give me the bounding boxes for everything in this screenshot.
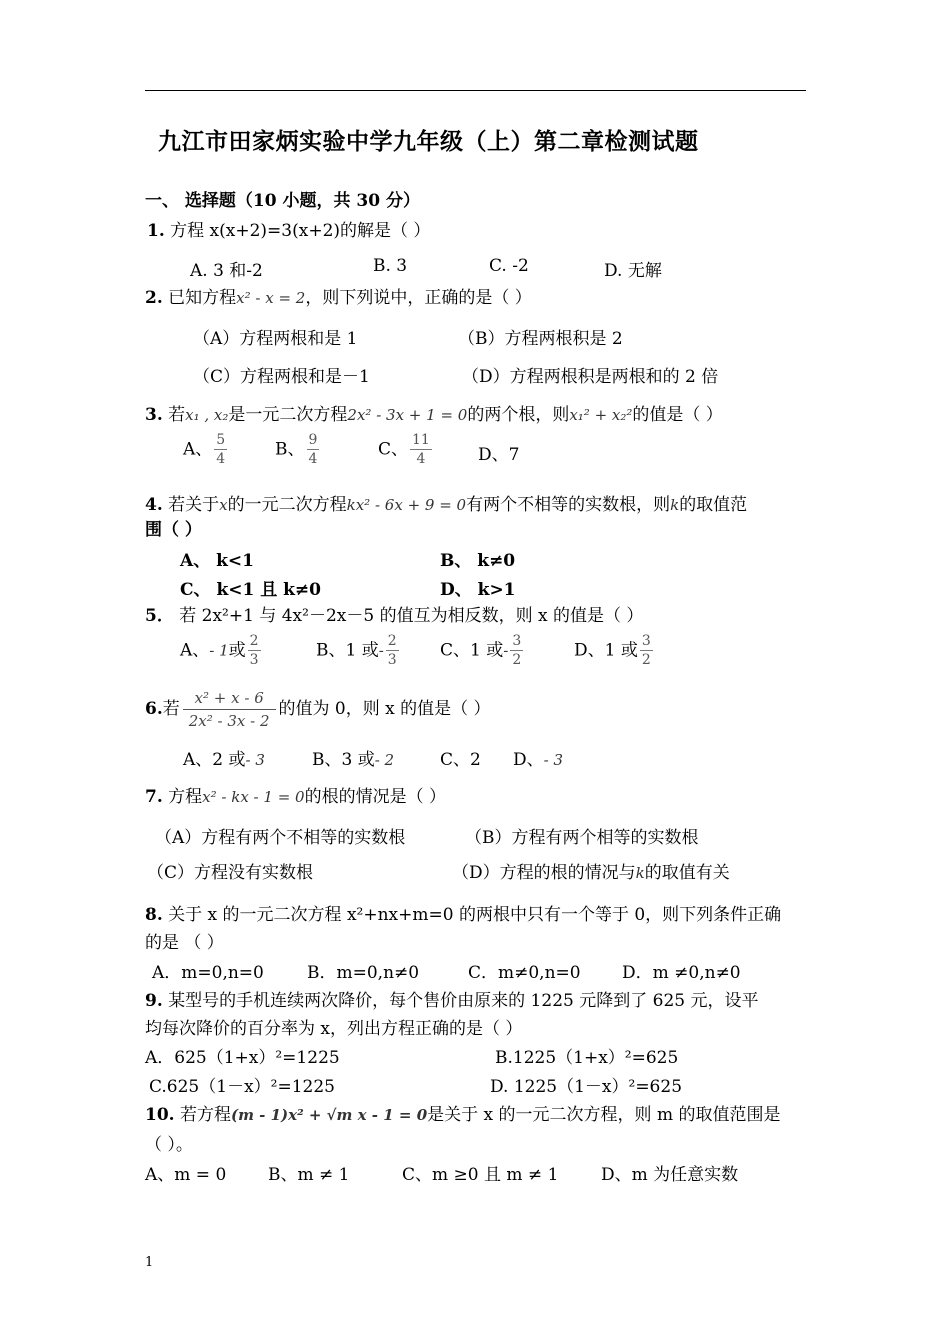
- stem-text: 的取值范: [679, 495, 748, 515]
- q1-option-d: D. 无解: [604, 261, 662, 281]
- numerator: 5: [216, 432, 226, 448]
- page-number: 1: [145, 1255, 154, 1270]
- q9-option-c: C.625（1－x）²=1225: [149, 1077, 335, 1097]
- stem-text: 是一元二次方程: [228, 405, 348, 425]
- q7-option-d: [452, 858, 730, 883]
- question-stem: 若 2x²+1 与 4x²－2x－5 的值互为相反数，则 x 的值是（ ）: [179, 606, 644, 626]
- q3-option-b: [275, 432, 321, 468]
- q5-option-c: [440, 633, 525, 669]
- question-6: [145, 687, 491, 732]
- header-rule: [145, 90, 806, 91]
- q2-option-d: （D）方程两根积是两根和的 2 倍: [462, 367, 719, 387]
- question-number: 8.: [145, 905, 163, 925]
- q3-option-c: [378, 432, 434, 468]
- q4-option-b: B、 k≠0: [440, 551, 516, 571]
- stem-text: 有两个不相等的实数根，则: [466, 495, 671, 515]
- question-number: 7.: [145, 787, 163, 807]
- stem-text: 若方程: [179, 1105, 231, 1125]
- denominator: 4: [416, 451, 426, 467]
- equation: x² - x = 2: [236, 289, 306, 307]
- variable: x: [219, 496, 228, 514]
- q3-option-d: D、7: [478, 445, 520, 465]
- equation: kx² - 6x + 9 = 0: [346, 496, 467, 514]
- section-heading: 一、 选择题（10 小题，共 30 分）: [145, 191, 420, 211]
- option-label: D、1 或: [574, 640, 638, 661]
- stem-text: 的一元二次方程: [227, 495, 347, 515]
- value: - 2: [374, 751, 395, 769]
- page-title: 九江市田家炳实验中学九年级（上）第二章检测试题: [158, 128, 699, 155]
- numerator: 3: [641, 633, 651, 649]
- q1-option-a: A. 3 和-2: [190, 261, 263, 281]
- question-10: [145, 1100, 780, 1125]
- q10-stem-line2: （ ）。: [145, 1135, 193, 1155]
- option-text: （D）方程的根的情况与: [452, 863, 636, 883]
- question-number: 9.: [145, 991, 163, 1011]
- equation: x² - kx - 1 = 0: [202, 788, 305, 806]
- q6-option-a: [183, 745, 265, 770]
- fraction: [510, 633, 523, 669]
- q6-option-c: C、2: [440, 750, 481, 770]
- q7-option-c: （C）方程没有实数根: [147, 863, 314, 883]
- question-stem: 关于 x 的一元二次方程 x²+nx+m=0 的两根中只有一个等于 0，则下列条件正确: [168, 905, 782, 925]
- q2-option-c: （C）方程两根和是－1: [193, 367, 370, 387]
- numerator: 11: [412, 432, 430, 448]
- expression: x₁² + x₂²: [569, 406, 633, 424]
- q10-option-c: C、m ≥0 且 m ≠ 1: [402, 1165, 559, 1185]
- option-label: A、: [180, 640, 210, 661]
- denominator: 2x² - 3x - 2: [188, 712, 270, 730]
- question-8: [145, 900, 781, 925]
- q3-option-a: [183, 432, 229, 468]
- question-number: 6.: [145, 699, 163, 719]
- roots: x₁ , x₂: [185, 406, 229, 424]
- q2-option-a: （A）方程两根和是 1: [193, 329, 358, 349]
- stem-text: 是关于 x 的一元二次方程，则 m 的取值范围是: [427, 1105, 781, 1125]
- option-label: B、1 或: [316, 640, 379, 661]
- fraction: [248, 633, 261, 669]
- option-label: C、: [378, 439, 409, 460]
- q8-option-b: B．m=0,n≠0: [307, 963, 420, 983]
- fraction: [307, 432, 320, 468]
- numerator: x² + x - 6: [183, 687, 276, 710]
- q5-option-b: [316, 633, 401, 669]
- numerator: 2: [387, 633, 397, 649]
- numerator: 9: [308, 432, 318, 448]
- question-number: 4.: [145, 495, 163, 515]
- denominator: 4: [216, 451, 226, 467]
- value: - 3: [543, 751, 564, 769]
- q8-option-d: D．m ≠0,n≠0: [622, 963, 741, 983]
- denominator: 4: [308, 451, 318, 467]
- question-number: 2.: [145, 288, 163, 308]
- fraction-expression: [183, 687, 276, 732]
- q9-option-d: D. 1225（1－x）²=625: [490, 1077, 683, 1097]
- q8-stem-line2: 的是 （ ）: [145, 933, 224, 953]
- stem-text: 若关于: [168, 495, 220, 515]
- option-text: 或: [228, 640, 246, 661]
- stem-text: 的值是（ ）: [632, 405, 723, 425]
- denominator: 3: [249, 652, 259, 668]
- question-3: [145, 400, 723, 425]
- stem-text: 的两个根，则: [467, 405, 570, 425]
- q1-option-c: C. -2: [489, 256, 529, 276]
- fraction: [214, 432, 227, 468]
- question-5: [145, 601, 643, 626]
- numerator: 3: [512, 633, 522, 649]
- question-7: [145, 782, 446, 807]
- q10-option-b: B、m ≠ 1: [268, 1165, 350, 1185]
- question-stem: 某型号的手机连续两次降价，每个售价由原来的 1225 元降到了 625 元，设平: [168, 991, 759, 1011]
- q9-stem-line2: 均每次降价的百分率为 x，列出方程正确的是（ ）: [145, 1019, 523, 1039]
- fraction: [386, 633, 399, 669]
- option-label: B、: [275, 439, 305, 460]
- q2-option-b: （B）方程两根积是 2: [458, 329, 623, 349]
- q6-option-d: [513, 745, 563, 770]
- question-number: 3.: [145, 405, 163, 425]
- denominator: 2: [512, 652, 522, 668]
- q5-option-d: [574, 633, 655, 669]
- q10-option-a: A、m = 0: [145, 1165, 227, 1185]
- question-4: [145, 490, 747, 515]
- option-label: A、: [183, 439, 213, 460]
- stem-text: 若: [162, 699, 180, 719]
- q5-option-a: [180, 633, 263, 669]
- question-2: [145, 283, 532, 308]
- q4-option-d: D、 k>1: [440, 580, 516, 600]
- stem-text: 的根的情况是（ ）: [304, 787, 446, 807]
- option-label: B、3 或: [312, 750, 375, 770]
- q4-stem-line2: 围（ ）: [145, 520, 202, 540]
- numerator: 2: [249, 633, 259, 649]
- q8-option-c: C．m≠0,n=0: [468, 963, 581, 983]
- variable: k: [670, 496, 680, 514]
- option-label: A、2 或: [183, 750, 246, 770]
- value: - 1: [209, 641, 229, 660]
- option-label: C、1 或: [440, 640, 504, 661]
- question-number: 1.: [147, 221, 165, 241]
- fraction: [410, 432, 432, 468]
- q10-option-d: D、m 为任意实数: [601, 1165, 739, 1185]
- question-stem-pre: 已知方程: [168, 288, 237, 308]
- q1-option-b: B. 3: [373, 256, 408, 276]
- stem-text: 方程: [168, 787, 203, 807]
- equation: (m - 1)x² + √m x - 1 = 0: [230, 1106, 428, 1124]
- sign: -: [503, 641, 509, 660]
- variable: k: [635, 864, 645, 882]
- sign: -: [378, 641, 384, 660]
- q6-option-b: [312, 745, 394, 770]
- denominator: 3: [387, 652, 397, 668]
- option-label: D、: [513, 750, 544, 770]
- q8-option-a: A．m=0,n=0: [152, 963, 264, 983]
- q4-option-a: A、 k<1: [180, 551, 254, 571]
- q4-option-c: C、 k<1 且 k≠0: [180, 580, 321, 600]
- question-number: 5．: [145, 606, 174, 626]
- question-stem-post: ，则下列说中，正确的是（ ）: [305, 288, 532, 308]
- question-9: [145, 986, 758, 1011]
- stem-text: 的值为 0，则 x 的值是（ ）: [278, 699, 491, 719]
- stem-text: 若: [168, 405, 186, 425]
- q7-option-b: （B）方程有两个相等的实数根: [465, 828, 699, 848]
- q9-option-b: B.1225（1+x）²=625: [495, 1048, 679, 1068]
- question-number: 10.: [145, 1105, 175, 1125]
- fraction: [640, 633, 653, 669]
- option-text: 的取值有关: [644, 863, 730, 883]
- equation: 2x² - 3x + 1 = 0: [347, 406, 468, 424]
- value: - 3: [245, 751, 265, 769]
- denominator: 2: [641, 652, 651, 668]
- q9-option-a: A．625（1+x）²=1225: [145, 1048, 340, 1068]
- q7-option-a: （A）方程有两个不相等的实数根: [155, 828, 406, 848]
- question-stem: 方程 x(x+2)=3(x+2)的解是（ ）: [170, 221, 431, 241]
- question-1: [147, 216, 430, 241]
